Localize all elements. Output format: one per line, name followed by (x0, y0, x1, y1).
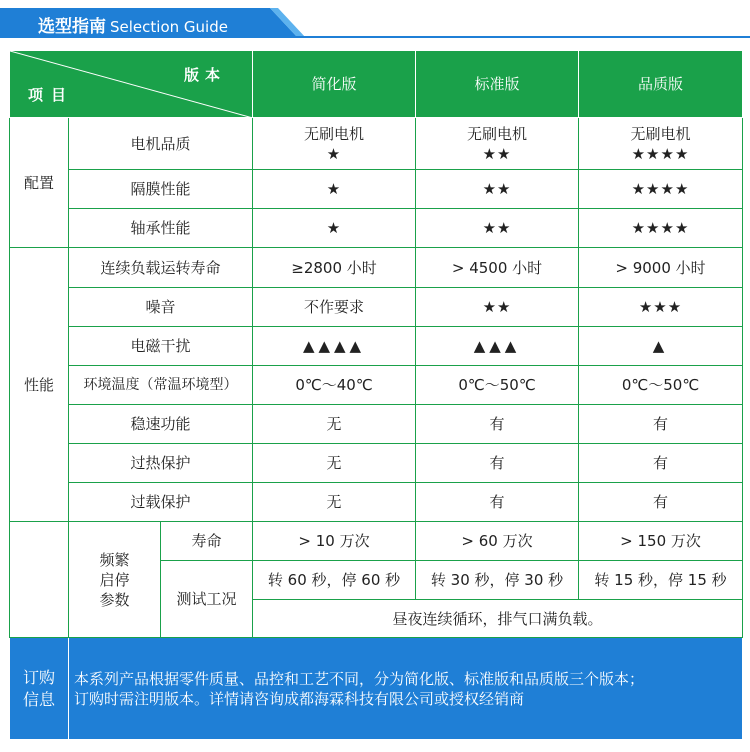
header-version-label: 版本 (184, 66, 227, 84)
footer-text (69, 638, 743, 740)
cell: 有 (579, 405, 743, 444)
row-label: 环境温度（常温环境型） (69, 366, 253, 405)
table-row (10, 444, 743, 483)
rating-stars: ★★ (416, 288, 579, 327)
table-row (10, 366, 743, 405)
rating-triangles: ▲ (579, 327, 743, 366)
version-quality: 品质版 (579, 51, 743, 118)
test-note: 昼夜连续循环，排气口满负载。 (253, 600, 743, 638)
group-performance: 性能 (10, 248, 69, 522)
table-row (10, 288, 743, 327)
cell: 转 60 秒，停 60 秒 (253, 561, 416, 600)
rating-stars: ★★ (416, 209, 579, 248)
cell: > 10 万次 (253, 522, 416, 561)
cell: 无 (253, 405, 416, 444)
row-label: 寿命 (161, 522, 253, 561)
table-row (10, 327, 743, 366)
footer-row (10, 638, 743, 740)
cell: 不作要求 (253, 288, 416, 327)
table-row (10, 118, 743, 170)
row-label: 稳速功能 (69, 405, 253, 444)
row-label: 测试工况 (161, 561, 253, 638)
footer-label: 订购 信息 (10, 638, 69, 740)
rating-stars: ★ (326, 144, 342, 163)
version-standard: 标准版 (416, 51, 579, 118)
cell-text: 无刷电机 (467, 124, 528, 143)
table-row (10, 248, 743, 288)
cell: 转 30 秒，停 30 秒 (416, 561, 579, 600)
banner-title-cn: 选型指南 (38, 17, 106, 37)
row-label: 过载保护 (69, 483, 253, 522)
rating-triangles: ▲▲▲▲ (253, 327, 416, 366)
table-row (10, 483, 743, 522)
row-label: 电机品质 (69, 118, 253, 170)
cell: 0℃～50℃ (579, 366, 743, 405)
cell: 无 (253, 444, 416, 483)
cell: 0℃～50℃ (416, 366, 579, 405)
spacer-cell (10, 522, 69, 638)
table-row (10, 209, 743, 248)
cell: > 9000 小时 (579, 248, 743, 288)
cell (579, 118, 743, 170)
rating-triangles: ▲▲▲ (416, 327, 579, 366)
row-label: 轴承性能 (69, 209, 253, 248)
rating-stars: ★ (253, 170, 416, 209)
cell: 转 15 秒，停 15 秒 (579, 561, 743, 600)
cell: 0℃～40℃ (253, 366, 416, 405)
banner-underline (296, 36, 750, 38)
row-label: 隔膜性能 (69, 170, 253, 209)
header-corner (10, 51, 253, 118)
footer-line-1: 本系列产品根据零件质量、品控和工艺不同，分为简化版、标准版和品质版三个版本； (74, 669, 645, 688)
footer-line-2: 订购时需注明版本。详情请咨询成都海霖科技有限公司或授权经销商 (74, 689, 525, 708)
cell: 有 (416, 483, 579, 522)
header-item-label: 项目 (28, 86, 75, 104)
cell: 无 (253, 483, 416, 522)
rating-stars: ★ (253, 209, 416, 248)
version-basic: 简化版 (253, 51, 416, 118)
cell: > 150 万次 (579, 522, 743, 561)
rating-stars: ★★ (482, 144, 512, 163)
cell: > 4500 小时 (416, 248, 579, 288)
header-row (10, 51, 743, 118)
table-row (10, 405, 743, 444)
group-frequency: 频繁 启停 参数 (69, 522, 161, 638)
cell-text: 无刷电机 (304, 124, 365, 143)
selection-guide-banner (0, 0, 750, 42)
cell: ≥2800 小时 (253, 248, 416, 288)
row-label: 噪音 (69, 288, 253, 327)
table-row (10, 170, 743, 209)
rating-stars: ★★ (416, 170, 579, 209)
rating-stars: ★★★★ (631, 144, 690, 163)
table-row (10, 522, 743, 561)
cell (253, 118, 416, 170)
row-label: 过热保护 (69, 444, 253, 483)
selection-guide-table (9, 50, 743, 740)
group-config: 配置 (10, 118, 69, 248)
cell: 有 (416, 405, 579, 444)
cell: > 60 万次 (416, 522, 579, 561)
rating-stars: ★★★★ (579, 209, 743, 248)
cell-text: 无刷电机 (630, 124, 691, 143)
cell: 有 (579, 483, 743, 522)
banner-title-en: Selection Guide (110, 18, 228, 36)
row-label: 电磁干扰 (69, 327, 253, 366)
cell: 有 (416, 444, 579, 483)
rating-stars: ★★★ (579, 288, 743, 327)
banner-title (38, 12, 228, 37)
cell: 有 (579, 444, 743, 483)
cell (416, 118, 579, 170)
rating-stars: ★★★★ (579, 170, 743, 209)
row-label: 连续负载运转寿命 (69, 248, 253, 288)
